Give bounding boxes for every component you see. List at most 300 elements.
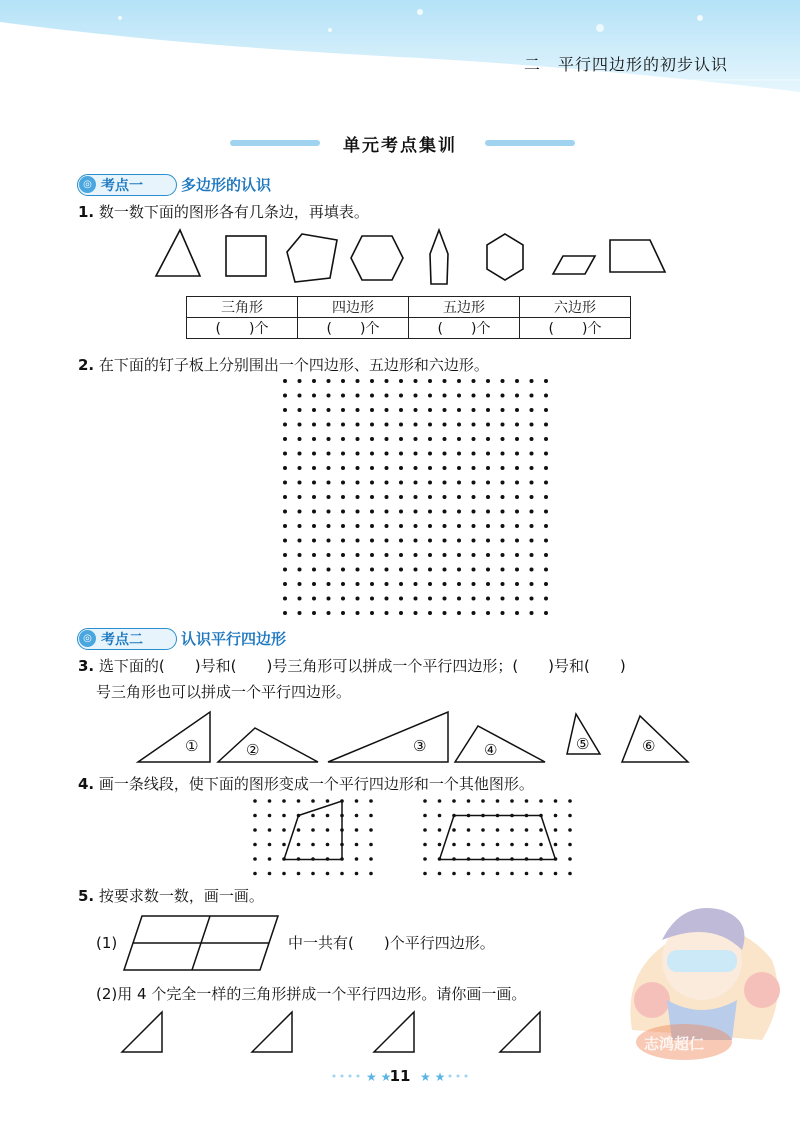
peg-dot[interactable] <box>414 466 418 470</box>
peg-dot[interactable] <box>298 524 302 528</box>
peg-dot[interactable] <box>544 408 548 412</box>
peg-dot[interactable] <box>530 510 534 514</box>
peg-dot[interactable] <box>312 597 316 601</box>
peg-dot[interactable] <box>481 843 485 847</box>
peg-dot[interactable] <box>443 452 447 456</box>
peg-dot[interactable] <box>428 423 432 427</box>
peg-dot[interactable] <box>370 408 374 412</box>
peg-dot[interactable] <box>568 857 572 861</box>
peg-dot[interactable] <box>370 553 374 557</box>
peg-dot[interactable] <box>443 495 447 499</box>
peg-dot[interactable] <box>486 611 490 615</box>
peg-dot[interactable] <box>253 857 257 861</box>
peg-dot[interactable] <box>457 510 461 514</box>
peg-dot[interactable] <box>530 481 534 485</box>
peg-dot[interactable] <box>443 466 447 470</box>
peg-dot[interactable] <box>283 582 287 586</box>
peg-dot[interactable] <box>443 394 447 398</box>
peg-dot[interactable] <box>438 828 442 832</box>
peg-dot[interactable] <box>510 799 514 803</box>
peg-dot[interactable] <box>414 437 418 441</box>
peg-dot[interactable] <box>472 597 476 601</box>
peg-dot[interactable] <box>399 597 403 601</box>
peg-dot[interactable] <box>530 611 534 615</box>
peg-dot[interactable] <box>414 510 418 514</box>
peg-dot[interactable] <box>370 611 374 615</box>
peg-dot[interactable] <box>356 495 360 499</box>
peg-dot[interactable] <box>327 466 331 470</box>
peg-dot[interactable] <box>530 466 534 470</box>
peg-dot[interactable] <box>539 843 543 847</box>
peg-dot[interactable] <box>486 582 490 586</box>
peg-dot[interactable] <box>501 553 505 557</box>
peg-dot[interactable] <box>428 481 432 485</box>
peg-dot[interactable] <box>385 597 389 601</box>
peg-dot[interactable] <box>283 423 287 427</box>
peg-dot[interactable] <box>341 597 345 601</box>
peg-dot[interactable] <box>472 423 476 427</box>
peg-dot[interactable] <box>515 379 519 383</box>
peg-dot[interactable] <box>544 510 548 514</box>
peg-dot[interactable] <box>486 568 490 572</box>
peg-dot[interactable] <box>428 379 432 383</box>
peg-dot[interactable] <box>467 799 471 803</box>
peg-dot[interactable] <box>414 597 418 601</box>
peg-dot[interactable] <box>399 582 403 586</box>
peg-dot[interactable] <box>341 611 345 615</box>
peg-dot[interactable] <box>370 481 374 485</box>
peg-dot[interactable] <box>530 597 534 601</box>
peg-dot[interactable] <box>414 452 418 456</box>
peg-dot[interactable] <box>428 582 432 586</box>
peg-dot[interactable] <box>428 495 432 499</box>
peg-dot[interactable] <box>544 553 548 557</box>
peg-dot[interactable] <box>327 394 331 398</box>
peg-dot[interactable] <box>481 799 485 803</box>
peg-dot[interactable] <box>423 799 427 803</box>
peg-dot[interactable] <box>530 568 534 572</box>
peg-dot[interactable] <box>525 872 529 876</box>
peg-dot[interactable] <box>341 568 345 572</box>
peg-dot[interactable] <box>457 394 461 398</box>
peg-dot[interactable] <box>282 799 286 803</box>
peg-dot[interactable] <box>312 553 316 557</box>
peg-dot[interactable] <box>467 828 471 832</box>
peg-dot[interactable] <box>486 481 490 485</box>
peg-dot[interactable] <box>452 828 456 832</box>
peg-dot[interactable] <box>457 481 461 485</box>
peg-dot[interactable] <box>414 379 418 383</box>
peg-dot[interactable] <box>496 799 500 803</box>
peg-dot[interactable] <box>414 611 418 615</box>
peg-dot[interactable] <box>539 872 543 876</box>
peg-dot[interactable] <box>385 466 389 470</box>
peg-dot[interactable] <box>423 857 427 861</box>
peg-dot[interactable] <box>544 524 548 528</box>
peg-dot[interactable] <box>327 495 331 499</box>
peg-dot[interactable] <box>283 466 287 470</box>
peg-dot[interactable] <box>312 510 316 514</box>
peg-dot[interactable] <box>385 423 389 427</box>
peg-dot[interactable] <box>443 481 447 485</box>
peg-dot[interactable] <box>283 452 287 456</box>
peg-dot[interactable] <box>327 597 331 601</box>
peg-dot[interactable] <box>283 510 287 514</box>
peg-dot[interactable] <box>515 597 519 601</box>
peg-dot[interactable] <box>414 582 418 586</box>
peg-dot[interactable] <box>282 828 286 832</box>
peg-dot[interactable] <box>341 582 345 586</box>
peg-dot[interactable] <box>544 394 548 398</box>
peg-dot[interactable] <box>568 843 572 847</box>
peg-dot[interactable] <box>530 452 534 456</box>
peg-dot[interactable] <box>414 568 418 572</box>
dot-grid-right[interactable] <box>420 796 575 876</box>
peg-dot[interactable] <box>341 423 345 427</box>
peg-dot[interactable] <box>312 408 316 412</box>
peg-dot[interactable] <box>530 495 534 499</box>
peg-dot[interactable] <box>428 510 432 514</box>
peg-dot[interactable] <box>428 553 432 557</box>
peg-dot[interactable] <box>544 582 548 586</box>
peg-dot[interactable] <box>355 828 359 832</box>
peg-dot[interactable] <box>298 553 302 557</box>
peg-dot[interactable] <box>568 828 572 832</box>
peg-dot[interactable] <box>530 582 534 586</box>
peg-dot[interactable] <box>312 568 316 572</box>
peg-dot[interactable] <box>341 394 345 398</box>
peg-dot[interactable] <box>457 452 461 456</box>
peg-dot[interactable] <box>341 524 345 528</box>
peg-dot[interactable] <box>501 524 505 528</box>
peg-dot[interactable] <box>312 524 316 528</box>
peg-dot[interactable] <box>530 394 534 398</box>
peg-dot[interactable] <box>501 510 505 514</box>
peg-dot[interactable] <box>472 379 476 383</box>
peg-dot[interactable] <box>457 597 461 601</box>
answer-cell[interactable]: ( )个 <box>187 318 298 339</box>
peg-dot[interactable] <box>472 611 476 615</box>
peg-dot[interactable] <box>370 495 374 499</box>
peg-dot[interactable] <box>501 568 505 572</box>
peg-dot[interactable] <box>568 872 572 876</box>
peg-dot[interactable] <box>341 466 345 470</box>
peg-dot[interactable] <box>341 379 345 383</box>
peg-dot[interactable] <box>443 553 447 557</box>
peg-dot[interactable] <box>544 379 548 383</box>
peg-dot[interactable] <box>472 481 476 485</box>
peg-dot[interactable] <box>327 611 331 615</box>
peg-dot[interactable] <box>253 814 257 818</box>
peg-dot[interactable] <box>356 539 360 543</box>
peg-dot[interactable] <box>496 872 500 876</box>
peg-dot[interactable] <box>268 814 272 818</box>
peg-dot[interactable] <box>399 495 403 499</box>
peg-dot[interactable] <box>496 828 500 832</box>
peg-dot[interactable] <box>298 611 302 615</box>
peg-dot[interactable] <box>486 379 490 383</box>
peg-dot[interactable] <box>438 843 442 847</box>
peg-dot[interactable] <box>515 437 519 441</box>
peg-dot[interactable] <box>515 408 519 412</box>
peg-dot[interactable] <box>327 423 331 427</box>
peg-dot[interactable] <box>501 495 505 499</box>
peg-dot[interactable] <box>369 814 373 818</box>
peg-dot[interactable] <box>370 597 374 601</box>
peg-dot[interactable] <box>428 611 432 615</box>
peg-dot[interactable] <box>457 539 461 543</box>
peg-dot[interactable] <box>356 524 360 528</box>
peg-dot[interactable] <box>326 828 330 832</box>
peg-dot[interactable] <box>501 597 505 601</box>
peg-dot[interactable] <box>443 408 447 412</box>
peg-dot[interactable] <box>327 553 331 557</box>
peg-dot[interactable] <box>544 611 548 615</box>
peg-dot[interactable] <box>298 582 302 586</box>
peg-dot[interactable] <box>515 510 519 514</box>
peg-dot[interactable] <box>510 843 514 847</box>
peg-dot[interactable] <box>370 524 374 528</box>
peg-dot[interactable] <box>423 843 427 847</box>
peg-dot[interactable] <box>355 872 359 876</box>
peg-dot[interactable] <box>283 553 287 557</box>
peg-dot[interactable] <box>253 843 257 847</box>
peg-dot[interactable] <box>283 481 287 485</box>
peg-dot[interactable] <box>467 872 471 876</box>
peg-dot[interactable] <box>282 814 286 818</box>
peg-dot[interactable] <box>428 539 432 543</box>
peg-dot[interactable] <box>443 582 447 586</box>
peg-dot[interactable] <box>312 481 316 485</box>
peg-dot[interactable] <box>414 539 418 543</box>
peg-dot[interactable] <box>399 466 403 470</box>
peg-dot[interactable] <box>268 857 272 861</box>
peg-dot[interactable] <box>327 524 331 528</box>
peg-dot[interactable] <box>298 510 302 514</box>
peg-dot[interactable] <box>370 568 374 572</box>
peg-dot[interactable] <box>428 394 432 398</box>
peg-dot[interactable] <box>327 539 331 543</box>
peg-dot[interactable] <box>530 408 534 412</box>
peg-dot[interactable] <box>501 481 505 485</box>
peg-dot[interactable] <box>326 872 330 876</box>
peg-dot[interactable] <box>472 582 476 586</box>
peg-dot[interactable] <box>399 611 403 615</box>
peg-dot[interactable] <box>443 437 447 441</box>
peg-dot[interactable] <box>341 481 345 485</box>
peg-dot[interactable] <box>312 394 316 398</box>
peg-dot[interactable] <box>312 611 316 615</box>
peg-dot[interactable] <box>385 553 389 557</box>
peg-dot[interactable] <box>385 611 389 615</box>
peg-dot[interactable] <box>268 828 272 832</box>
peg-dot[interactable] <box>438 872 442 876</box>
peg-dot[interactable] <box>525 828 529 832</box>
peg-dot[interactable] <box>385 524 389 528</box>
peg-dot[interactable] <box>370 379 374 383</box>
peg-dot[interactable] <box>486 394 490 398</box>
peg-dot[interactable] <box>530 423 534 427</box>
peg-dot[interactable] <box>312 379 316 383</box>
peg-dot[interactable] <box>554 799 558 803</box>
peg-dot[interactable] <box>326 843 330 847</box>
peg-dot[interactable] <box>399 437 403 441</box>
peg-dot[interactable] <box>515 553 519 557</box>
peg-dot[interactable] <box>399 481 403 485</box>
peg-dot[interactable] <box>385 408 389 412</box>
peg-dot[interactable] <box>311 799 315 803</box>
peg-dot[interactable] <box>282 843 286 847</box>
peg-dot[interactable] <box>472 539 476 543</box>
answer-cell[interactable]: ( )个 <box>520 318 631 339</box>
peg-dot[interactable] <box>356 553 360 557</box>
peg-dot[interactable] <box>399 524 403 528</box>
peg-dot[interactable] <box>414 524 418 528</box>
peg-dot[interactable] <box>311 814 315 818</box>
peg-dot[interactable] <box>356 466 360 470</box>
peg-dot[interactable] <box>253 799 257 803</box>
peg-dot[interactable] <box>501 408 505 412</box>
peg-dot[interactable] <box>327 437 331 441</box>
peg-dot[interactable] <box>457 524 461 528</box>
peg-dot[interactable] <box>312 495 316 499</box>
peg-dot[interactable] <box>544 466 548 470</box>
peg-dot[interactable] <box>457 437 461 441</box>
peg-dot[interactable] <box>327 582 331 586</box>
peg-dot[interactable] <box>457 553 461 557</box>
peg-dot[interactable] <box>312 423 316 427</box>
peg-dot[interactable] <box>369 843 373 847</box>
peg-dot[interactable] <box>327 452 331 456</box>
peg-dot[interactable] <box>283 568 287 572</box>
peg-dot[interactable] <box>428 568 432 572</box>
peg-dot[interactable] <box>414 423 418 427</box>
peg-dot[interactable] <box>486 466 490 470</box>
peg-dot[interactable] <box>486 510 490 514</box>
peg-dot[interactable] <box>472 394 476 398</box>
peg-dot[interactable] <box>423 872 427 876</box>
peg-dot[interactable] <box>515 524 519 528</box>
peg-dot[interactable] <box>355 843 359 847</box>
peg-dot[interactable] <box>452 799 456 803</box>
peg-dot[interactable] <box>312 452 316 456</box>
peg-dot[interactable] <box>356 568 360 572</box>
peg-dot[interactable] <box>443 524 447 528</box>
peg-dot[interactable] <box>486 437 490 441</box>
peg-dot[interactable] <box>457 408 461 412</box>
peg-dot[interactable] <box>423 828 427 832</box>
peg-dot[interactable] <box>385 582 389 586</box>
peg-dot[interactable] <box>385 379 389 383</box>
peg-dot[interactable] <box>327 481 331 485</box>
peg-dot[interactable] <box>399 553 403 557</box>
peg-dot[interactable] <box>268 843 272 847</box>
peg-dot[interactable] <box>467 843 471 847</box>
peg-dot[interactable] <box>283 379 287 383</box>
peg-dot[interactable] <box>443 510 447 514</box>
peg-dot[interactable] <box>428 524 432 528</box>
peg-dot[interactable] <box>539 828 543 832</box>
peg-dot[interactable] <box>370 582 374 586</box>
peg-dot[interactable] <box>283 408 287 412</box>
peg-dot[interactable] <box>544 423 548 427</box>
peg-dot[interactable] <box>341 510 345 514</box>
peg-dot[interactable] <box>369 872 373 876</box>
peg-dot[interactable] <box>385 481 389 485</box>
peg-dot[interactable] <box>544 597 548 601</box>
peg-dot[interactable] <box>327 408 331 412</box>
answer-cell[interactable]: ( )个 <box>298 318 409 339</box>
peg-dot[interactable] <box>356 408 360 412</box>
peg-dot[interactable] <box>452 843 456 847</box>
peg-dot[interactable] <box>501 539 505 543</box>
peg-dot[interactable] <box>515 394 519 398</box>
peg-dot[interactable] <box>356 452 360 456</box>
peg-dot[interactable] <box>501 466 505 470</box>
peg-dot[interactable] <box>341 437 345 441</box>
peg-dot[interactable] <box>423 814 427 818</box>
peg-dot[interactable] <box>414 495 418 499</box>
peg-dot[interactable] <box>515 423 519 427</box>
peg-dot[interactable] <box>283 495 287 499</box>
peg-dot[interactable] <box>530 553 534 557</box>
peg-dot[interactable] <box>298 423 302 427</box>
peg-dot[interactable] <box>472 452 476 456</box>
peg-dot[interactable] <box>298 408 302 412</box>
peg-dot[interactable] <box>510 872 514 876</box>
peg-dot[interactable] <box>554 843 558 847</box>
peg-dot[interactable] <box>327 510 331 514</box>
peg-dot[interactable] <box>298 452 302 456</box>
peg-dot[interactable] <box>530 437 534 441</box>
peg-dot[interactable] <box>472 524 476 528</box>
peg-dot[interactable] <box>370 539 374 543</box>
peg-dot[interactable] <box>312 539 316 543</box>
peg-dot[interactable] <box>341 539 345 543</box>
peg-dot[interactable] <box>399 394 403 398</box>
peg-dot[interactable] <box>457 423 461 427</box>
peg-dot[interactable] <box>369 799 373 803</box>
peg-dot[interactable] <box>341 408 345 412</box>
peg-dot[interactable] <box>385 539 389 543</box>
peg-dot[interactable] <box>428 408 432 412</box>
peg-dot[interactable] <box>443 568 447 572</box>
answer-cell[interactable]: ( )个 <box>409 318 520 339</box>
peg-dot[interactable] <box>385 495 389 499</box>
peg-dot[interactable] <box>452 872 456 876</box>
peg-dot[interactable] <box>268 872 272 876</box>
peg-dot[interactable] <box>356 582 360 586</box>
peg-dot[interactable] <box>298 379 302 383</box>
dot-grid-left[interactable] <box>250 796 375 876</box>
peg-dot[interactable] <box>312 582 316 586</box>
peg-dot[interactable] <box>481 872 485 876</box>
peg-dot[interactable] <box>544 568 548 572</box>
peg-dot[interactable] <box>356 611 360 615</box>
peg-dot[interactable] <box>568 814 572 818</box>
peg-dot[interactable] <box>472 437 476 441</box>
peg-dot[interactable] <box>501 394 505 398</box>
peg-dot[interactable] <box>472 553 476 557</box>
peg-dot[interactable] <box>326 799 330 803</box>
peg-dot[interactable] <box>501 582 505 586</box>
peg-dot[interactable] <box>457 568 461 572</box>
peg-dot[interactable] <box>297 828 301 832</box>
peg-dot[interactable] <box>370 437 374 441</box>
peg-dot[interactable] <box>515 611 519 615</box>
peg-dot[interactable] <box>438 799 442 803</box>
peg-dot[interactable] <box>298 466 302 470</box>
